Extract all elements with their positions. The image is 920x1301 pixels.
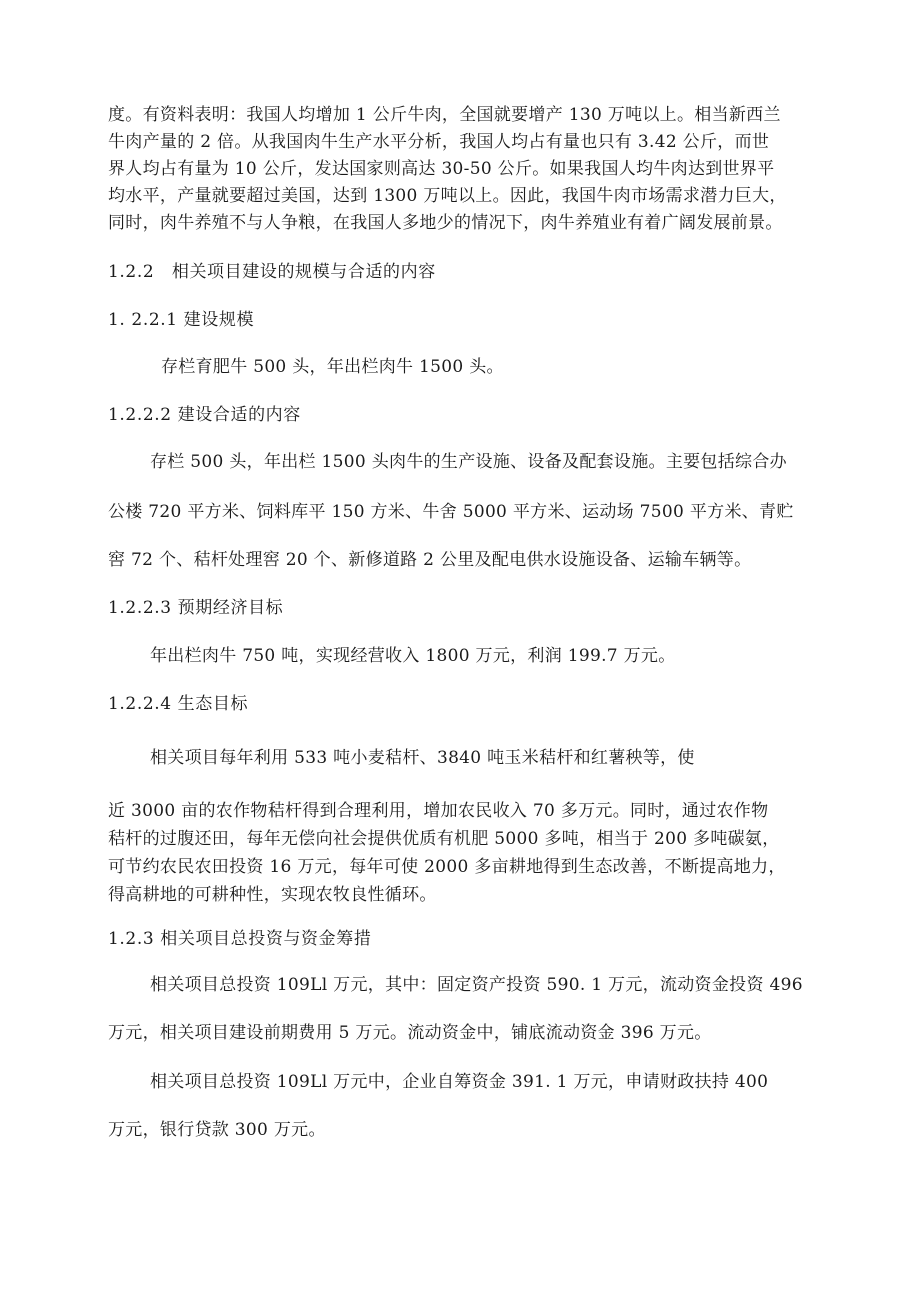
heading-1-2-3: 1.2.3 相关项目总投资与资金筹措 bbox=[108, 929, 372, 949]
heading-1-2-2-3: 1.2.2.3 预期经济目标 bbox=[108, 598, 284, 618]
heading-1-2-2-1: 1. 2.2.1 建设规模 bbox=[108, 310, 255, 330]
intro-line-4: 均水平，产量就要超过美国，达到 1300 万吨以上。因此，我国牛肉市场需求潜力巨大， bbox=[108, 186, 787, 206]
investment-line-1: 相关项目总投资 109Ll 万元，其中：固定资产投资 590. 1 万元，流动资金投资 496 bbox=[150, 975, 803, 995]
scale-body: 存栏育肥牛 500 头，年出栏肉牛 1500 头。 bbox=[161, 357, 504, 377]
economic-body: 年出栏肉牛 750 吨，实现经营收入 1800 万元，利润 199.7 万元。 bbox=[150, 646, 676, 666]
intro-line-2: 牛肉产量的 2 倍。从我国肉牛生产水平分析，我国人均占有量也只有 3.42 公斤，而世 bbox=[108, 132, 770, 152]
intro-line-3: 界人均占有量为 10 公斤，发达国家则高达 30-50 公斤。如果我国人均牛肉达到世界平 bbox=[108, 159, 775, 179]
eco-line-4: 得高耕地的可耕种性，实现农牧良性循环。 bbox=[108, 885, 437, 905]
investment-line-2: 万元，相关项目建设前期费用 5 万元。流动资金中，铺底流动资金 396 万元。 bbox=[108, 1023, 712, 1043]
intro-line-1: 度。有资料表明：我国人均增加 1 公斤牛肉，全国就要增产 130 万吨以上。相当新西兰 bbox=[108, 105, 781, 125]
funding-line-2: 万元，银行贷款 300 万元。 bbox=[108, 1120, 326, 1140]
funding-line-1: 相关项目总投资 109Ll 万元中，企业自筹资金 391. 1 万元，申请财政扶持 400 bbox=[150, 1072, 769, 1092]
intro-line-5: 同时，肉牛养殖不与人争粮，在我国人多地少的情况下，肉牛养殖业有着广阔发展前景。 bbox=[108, 213, 783, 233]
content-line-1: 存栏 500 头，年出栏 1500 头肉牛的生产设施、设备及配套设施。主要包括综合办 bbox=[150, 452, 787, 472]
content-line-3: 窖 72 个、秸杆处理窖 20 个、新修道路 2 公里及配电供水设施设备、运输车辆等。 bbox=[108, 550, 752, 570]
content-line-2: 公楼 720 平方米、饲料库平 150 方米、牛舍 5000 平方米、运动场 7500 平方米、青贮 bbox=[108, 502, 794, 522]
eco-first-line: 相关项目每年利用 533 吨小麦秸杆、3840 吨玉米秸杆和红薯秧等，使 bbox=[150, 748, 695, 768]
eco-line-1: 近 3000 亩的农作物秸杆得到合理利用，增加农民收入 70 多万元。同时，通过农作物 bbox=[108, 801, 769, 821]
eco-line-3: 可节约农民农田投资 16 万元，每年可使 2000 多亩耕地得到生态改善，不断提高地力， bbox=[108, 857, 786, 877]
heading-1-2-2-2: 1.2.2.2 建设合适的内容 bbox=[108, 405, 301, 425]
heading-1-2-2: 1.2.2 相关项目建设的规模与合适的内容 bbox=[108, 262, 436, 282]
eco-line-2: 秸杆的过腹还田，每年无偿向社会提供优质有机肥 5000 多吨，相当于 200 多吨碳氨， bbox=[108, 829, 780, 849]
heading-1-2-2-4: 1.2.2.4 生态目标 bbox=[108, 694, 249, 714]
